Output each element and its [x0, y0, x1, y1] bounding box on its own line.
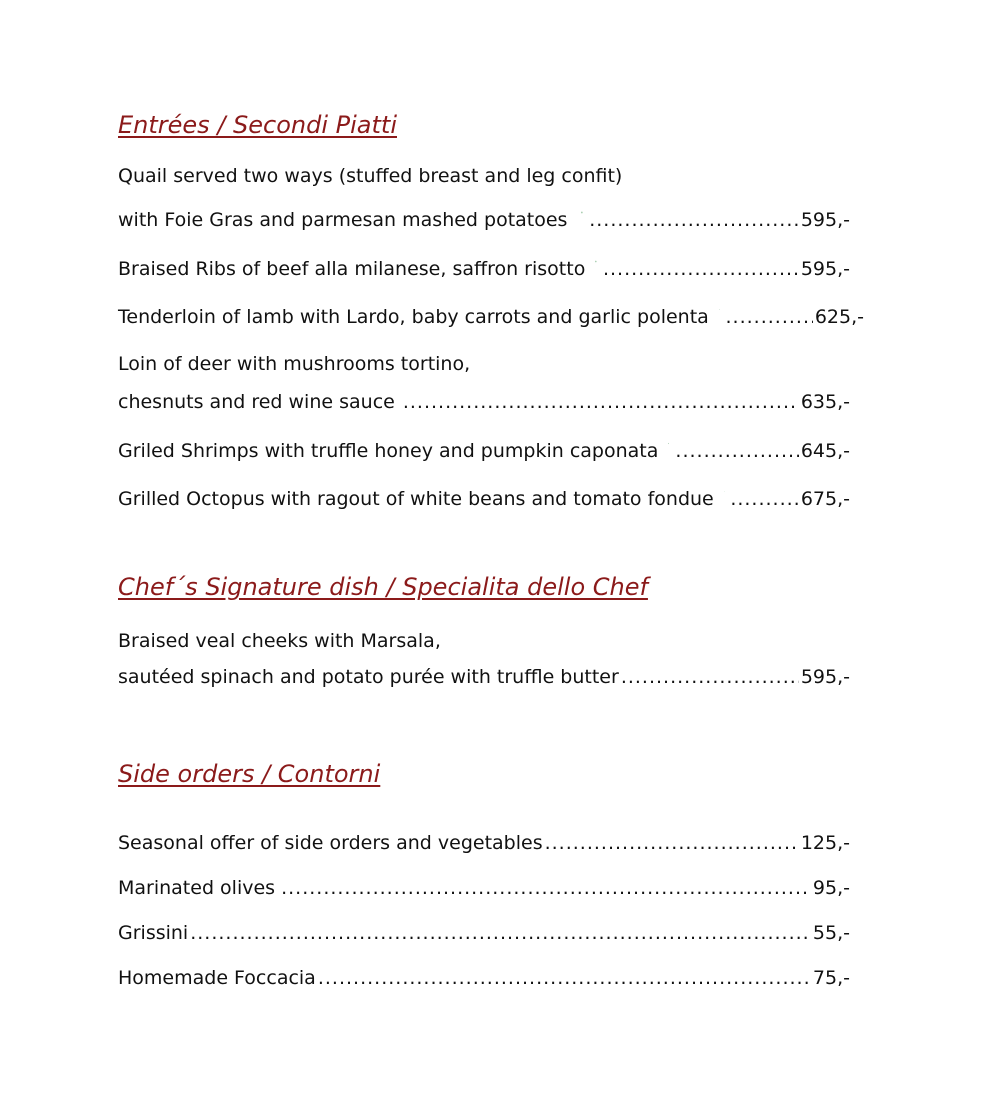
- menu-item-name: Loin of deer with mushrooms tortino,: [118, 353, 471, 375]
- section-title-signature: Chef´s Signature dish / Specialita dello Chef: [118, 573, 648, 601]
- menu-item: [118, 665, 850, 689]
- menu-item-price: 595,-: [800, 666, 850, 688]
- leader-dots: [730, 487, 799, 511]
- section-title-sides: Side orders / Contorni: [118, 760, 381, 788]
- menu-item-name: with Foie Gras and parmesan mashed potatoes: [118, 209, 568, 231]
- leader-dots: [318, 966, 811, 990]
- menu-item-name: Grilled Octopus with ragout of white beans and tomato fondue: [118, 488, 714, 510]
- menu-item-name: sautéed spinach and potato purée with truffle butter: [118, 666, 619, 688]
- menu-item-name: Homemade Foccacia: [118, 967, 316, 989]
- menu-item: [118, 921, 850, 945]
- leader-dots: [190, 921, 811, 945]
- menu-item-price: 595,-: [800, 209, 850, 231]
- menu-item-price: 95,-: [812, 877, 850, 899]
- menu-item-name: Braised Ribs of beef alla milanese, saffron risotto: [118, 258, 586, 280]
- vegetarian-icon: [724, 485, 725, 498]
- leader-dots: [603, 257, 799, 281]
- menu-item-price: 595,-: [800, 258, 850, 280]
- menu-item-price: 75,-: [812, 967, 850, 989]
- menu-item: [118, 439, 850, 463]
- menu-item: [118, 305, 864, 329]
- leader-dots: [675, 439, 798, 463]
- vegetarian-icon: [668, 437, 669, 450]
- vegetarian-icon: [719, 303, 720, 316]
- menu-item-name: Grissini: [118, 922, 189, 944]
- menu-item-name: Seasonal offer of side orders and vegetables: [118, 832, 543, 854]
- leader-dots: [726, 305, 813, 329]
- menu-item-price: 625,-: [814, 306, 864, 328]
- menu-item-name: chesnuts and red wine sauce: [118, 391, 395, 413]
- menu-item-name: Marinated olives: [118, 877, 276, 899]
- menu-item: [118, 390, 850, 414]
- menu-item: [118, 831, 850, 855]
- menu-item: [118, 487, 850, 511]
- leader-dots: [281, 876, 811, 900]
- menu-item-name: Quail served two ways (stuffed breast and leg confit): [118, 165, 623, 187]
- menu-item-price: 675,-: [800, 488, 850, 510]
- menu-item: [118, 966, 850, 990]
- menu-item-price: 55,-: [812, 922, 850, 944]
- leader-dots: [403, 390, 799, 414]
- leader-dots: [545, 831, 799, 855]
- menu-item: [118, 208, 850, 232]
- vegetarian-icon: [595, 255, 597, 268]
- vegetarian-icon: [581, 206, 583, 219]
- menu-item-price: 645,-: [800, 440, 850, 462]
- menu-item-price: 125,-: [800, 832, 850, 854]
- menu-item: [118, 257, 850, 281]
- leader-dots: [589, 208, 799, 232]
- section-title-entrees: Entrées / Secondi Piatti: [118, 111, 397, 139]
- menu-item-name: Tenderloin of lamb with Lardo, baby carrots and garlic polenta: [118, 306, 709, 328]
- leader-dots: [621, 665, 799, 689]
- menu-item-name: Braised veal cheeks with Marsala,: [118, 630, 441, 652]
- menu-item: [118, 876, 850, 900]
- menu-item-name: Griled Shrimps with truffle honey and pumpkin caponata: [118, 440, 659, 462]
- menu-item-price: 635,-: [800, 391, 850, 413]
